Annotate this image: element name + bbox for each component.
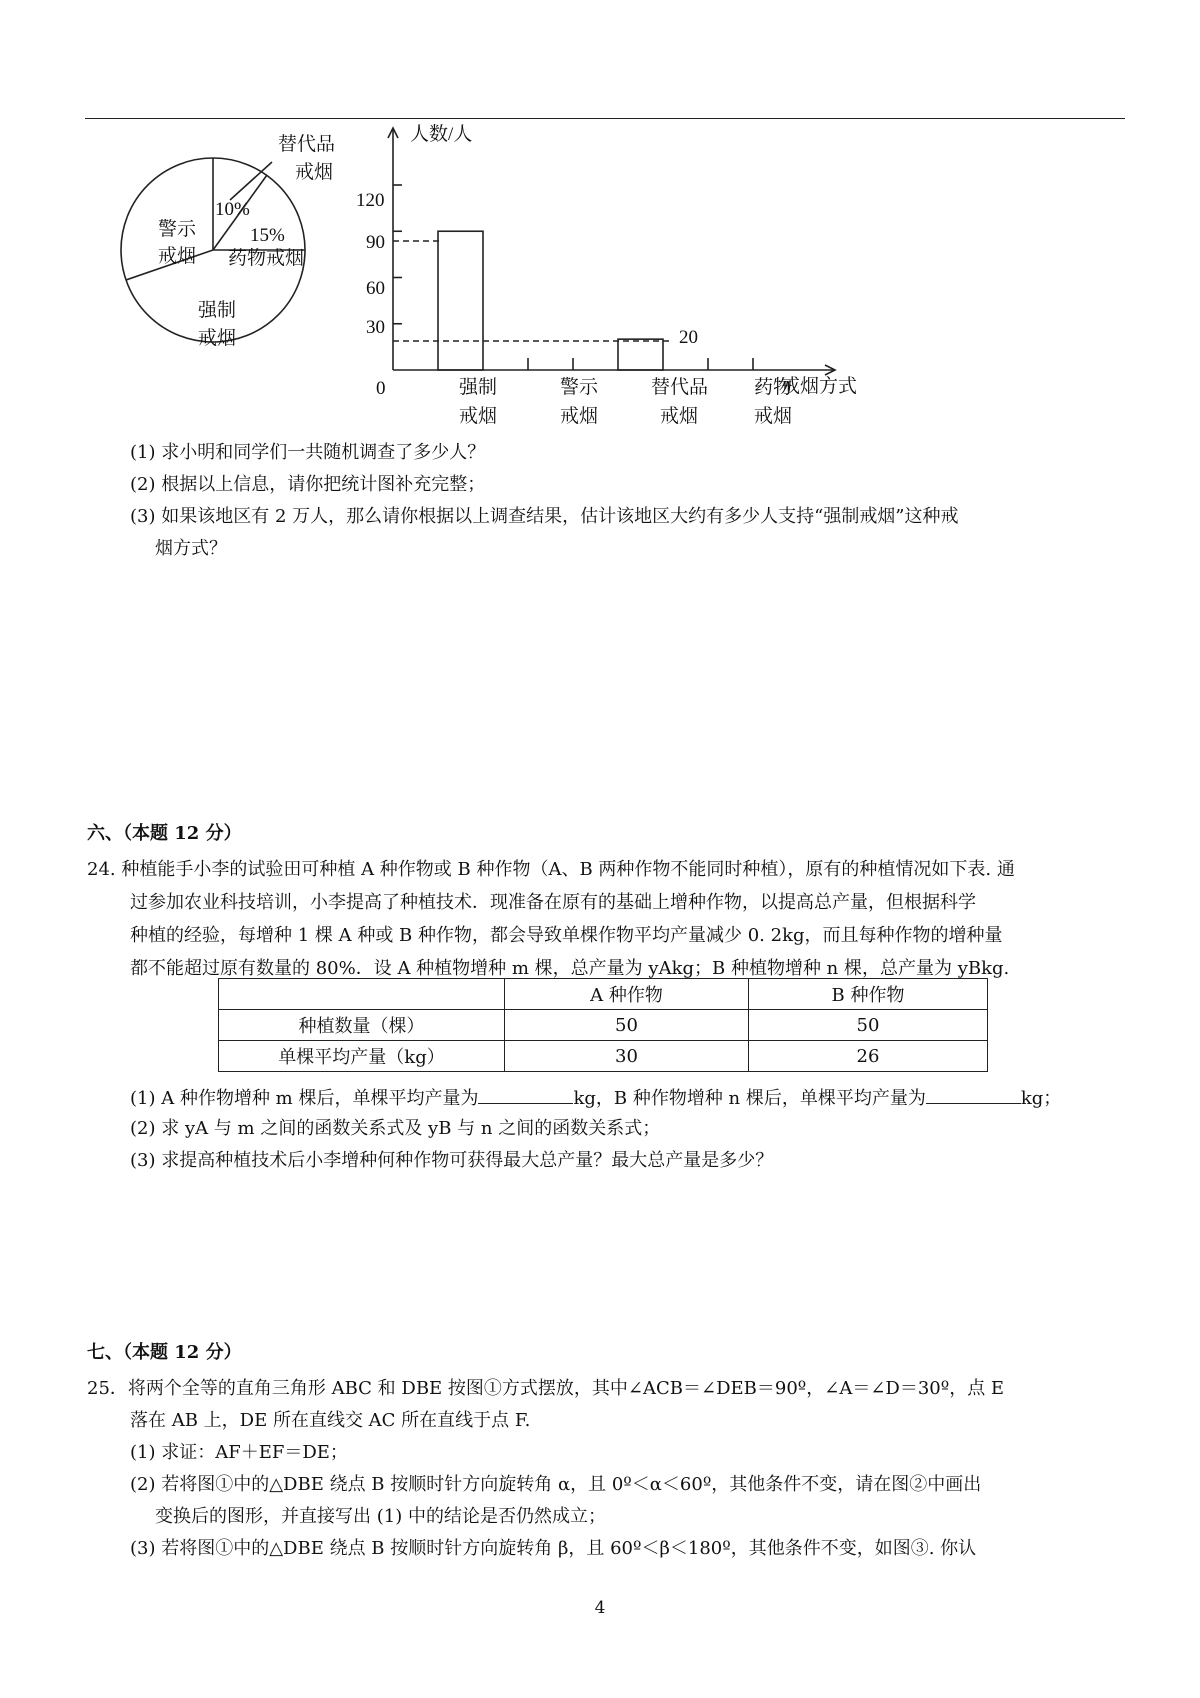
pie-label-warning: 戒烟 xyxy=(158,246,197,267)
bar-labels xyxy=(356,123,857,427)
category-label: 戒烟 xyxy=(459,406,498,427)
pie-label-drug: 药物戒烟 xyxy=(228,248,305,269)
category-label: 强制 xyxy=(459,377,498,398)
q23-sub1: (1) 求小明和同学们一共随机调查了多少人？ xyxy=(130,442,486,463)
category-label: 戒烟 xyxy=(754,406,793,427)
pie-label-warning: 警示 xyxy=(158,219,197,240)
table-cell: 50 xyxy=(749,1010,988,1041)
category-label: 药物 xyxy=(754,377,793,398)
pie-leader-line xyxy=(230,162,272,200)
page-number: 4 xyxy=(594,1598,606,1618)
category-label: 警示 xyxy=(560,377,599,398)
category-label: 戒烟 xyxy=(560,406,599,427)
y-axis-label: 人数/人 xyxy=(410,124,473,145)
q24-table xyxy=(218,978,988,1072)
q25-line: 落在 AB 上，DE 所在直线交 AC 所在直线于点 F. xyxy=(130,1410,531,1431)
table-cell: 30 xyxy=(505,1041,749,1072)
q24-sub1 xyxy=(130,1085,1061,1111)
pie-label-substitute: 戒烟 xyxy=(295,162,334,183)
table-cell: 单棵平均产量（kg） xyxy=(219,1041,505,1072)
x-axis-label: 戒烟方式 xyxy=(781,376,858,397)
bar-data-label: 20 xyxy=(679,327,698,348)
pie-label-forced: 戒烟 xyxy=(198,328,237,349)
answer-blank[interactable] xyxy=(478,1085,573,1104)
pie-label-substitute: 替代品 xyxy=(278,134,336,155)
category-label: 替代品 xyxy=(651,377,709,398)
table-cell: A 种作物 xyxy=(505,979,749,1010)
y-tick-label: 60 xyxy=(366,278,385,299)
q24-line: 种植的经验，每增种 1 棵 A 种或 B 种作物，都会导致单棵作物平均产量减少 0. 2kg，而且每种作物的增种量 xyxy=(130,925,1003,946)
table-row xyxy=(219,1041,988,1072)
pie-label-15: 15% xyxy=(250,225,285,246)
bar-替代品戒烟 xyxy=(618,339,663,370)
statistics-figure xyxy=(0,0,1200,460)
bar-chart xyxy=(388,128,835,375)
q25-sub2: (2) 若将图①中的△DBE 绕点 B 按顺时针方向旋转角 α，且 0º＜α＜60º，其他条件不变，请在图②中画出 xyxy=(130,1474,982,1495)
q24-sub1-text: (1) A 种作物增种 m 棵后，单棵平均产量为 xyxy=(130,1088,479,1109)
q24-sub1-text: kg，B 种作物增种 n 棵后，单棵平均产量为 xyxy=(573,1088,926,1109)
table-cell: 26 xyxy=(749,1041,988,1072)
section-6-title: 六、（本题 12 分） xyxy=(87,823,242,844)
q24-line: 24. 种植能手小李的试验田可种植 A 种作物或 B 种作物（A、B 两种作物不能同时种植），原有的种植情况如下表. 通 xyxy=(87,859,1015,880)
pie-label-10: 10% xyxy=(215,199,250,220)
q24-line: 过参加农业科技培训，小李提高了种植技术．现准备在原有的基础上增种作物，以提高总产量，但根据科学 xyxy=(130,892,976,913)
table-cell: 50 xyxy=(505,1010,749,1041)
table-cell xyxy=(219,979,505,1010)
bar-强制戒烟 xyxy=(438,231,483,370)
pie-labels xyxy=(158,133,335,349)
table-row xyxy=(219,979,988,1010)
answer-blank[interactable] xyxy=(926,1085,1021,1104)
category-label: 戒烟 xyxy=(660,406,699,427)
q25-sub1: (1) 求证：AF＋EF＝DE； xyxy=(130,1442,348,1463)
table-cell: B 种作物 xyxy=(749,979,988,1010)
q23-sub2: (2) 根据以上信息，请你把统计图补充完整； xyxy=(130,474,486,495)
q25-sub3: (3) 若将图①中的△DBE 绕点 B 按顺时针方向旋转角 β，且 60º＜β＜180º，其他条件不变，如图③. 你认 xyxy=(130,1538,977,1559)
y-tick-label: 120 xyxy=(356,190,385,211)
table-row xyxy=(219,1010,988,1041)
q23-sub3-cont: 烟方式？ xyxy=(155,538,227,559)
q25-line: 25．将两个全等的直角三角形 ABC 和 DBE 按图①方式摆放，其中∠ACB＝∠DEB＝90º，∠A＝∠D＝30º，点 E xyxy=(87,1378,1005,1399)
y-tick-label: 90 xyxy=(366,232,385,253)
q24-sub1-text: kg； xyxy=(1020,1088,1062,1109)
origin-label: 0 xyxy=(376,378,386,399)
q25-sub2-cont: 变换后的图形，并直接写出 (1) 中的结论是否仍然成立； xyxy=(155,1506,606,1527)
pie-label-forced: 强制 xyxy=(198,300,237,321)
table-cell: 种植数量（棵） xyxy=(219,1010,505,1041)
section-7-title: 七、（本题 12 分） xyxy=(87,1342,242,1363)
y-tick-label: 30 xyxy=(366,317,385,338)
q24-sub3: (3) 求提高种植技术后小李增种何种作物可获得最大总产量？最大总产量是多少？ xyxy=(130,1150,774,1171)
q24-line: 都不能超过原有数量的 80%．设 A 种植物增种 m 棵，总产量为 yAkg；B 种植物增种 n 棵，总产量为 yBkg. xyxy=(130,958,1010,979)
q24-sub2: (2) 求 yA 与 m 之间的函数关系式及 yB 与 n 之间的函数关系式； xyxy=(130,1118,661,1139)
q23-sub3: (3) 如果该地区有 2 万人，那么请你根据以上调查结果，估计该地区大约有多少人支持“强制戒烟”这种戒 xyxy=(130,506,959,527)
